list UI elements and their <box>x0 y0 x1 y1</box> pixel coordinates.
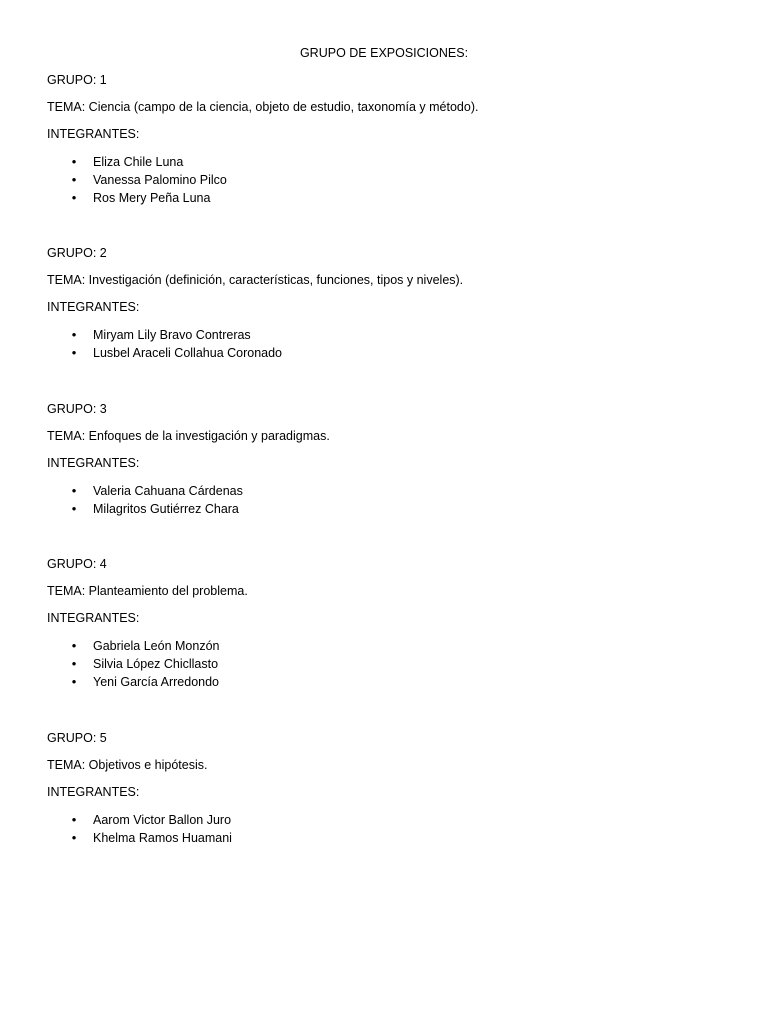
member-name: Khelma Ramos Huamani <box>93 831 232 845</box>
group-section-2 <box>47 244 737 362</box>
members-heading: INTEGRANTES: <box>47 785 140 799</box>
members-list <box>47 153 737 207</box>
member-name: Miryam Lily Bravo Contreras <box>93 328 251 342</box>
member-name: Aarom Victor Ballon Juro <box>93 813 232 827</box>
member-name: Silvia López Chicllasto <box>93 657 219 671</box>
member-name: Eliza Chile Luna <box>93 155 184 169</box>
list-item <box>47 811 737 829</box>
members-list <box>47 482 737 518</box>
list-item <box>47 482 737 500</box>
members-list <box>47 637 737 691</box>
group-section-4 <box>47 555 737 691</box>
list-item <box>47 344 737 362</box>
list-item <box>47 189 737 207</box>
member-name: Ros Mery Peña Luna <box>93 191 211 205</box>
bullet-icon: • <box>71 656 77 671</box>
bullet-icon: • <box>71 638 77 653</box>
member-name: Yeni García Arredondo <box>93 675 220 689</box>
document-title: GRUPO DE EXPOSICIONES: <box>299 46 469 60</box>
bullet-icon: • <box>71 345 77 360</box>
members-heading: INTEGRANTES: <box>47 127 140 141</box>
group-label: GRUPO: 4 <box>47 557 107 571</box>
group-topic: TEMA: Objetivos e hipótesis. <box>47 758 208 772</box>
member-name: Lusbel Araceli Collahua Coronado <box>93 346 283 360</box>
members-heading: INTEGRANTES: <box>47 300 140 314</box>
bullet-icon: • <box>71 830 77 845</box>
list-item <box>47 171 737 189</box>
list-item <box>47 637 737 655</box>
member-name: Gabriela León Monzón <box>93 639 220 653</box>
member-name: Vanessa Palomino Pilco <box>93 173 227 187</box>
bullet-icon: • <box>71 483 77 498</box>
bullet-icon: • <box>71 154 77 169</box>
member-name: Valeria Cahuana Cárdenas <box>93 484 243 498</box>
bullet-icon: • <box>71 190 77 205</box>
members-heading: INTEGRANTES: <box>47 456 140 470</box>
group-label: GRUPO: 3 <box>47 402 107 416</box>
list-item <box>47 500 737 518</box>
member-name: Milagritos Gutiérrez Chara <box>93 502 239 516</box>
group-label: GRUPO: 1 <box>47 73 107 87</box>
bullet-icon: • <box>71 172 77 187</box>
members-list <box>47 811 737 847</box>
group-section-1 <box>47 71 737 207</box>
list-item <box>47 655 737 673</box>
group-label: GRUPO: 2 <box>47 246 107 260</box>
group-topic: TEMA: Ciencia (campo de la ciencia, objeto de estudio, taxonomía y método). <box>47 100 479 114</box>
group-section-3 <box>47 400 737 518</box>
list-item <box>47 673 737 691</box>
list-item <box>47 326 737 344</box>
group-topic: TEMA: Investigación (definición, características, funciones, tipos y niveles). <box>47 273 464 287</box>
list-item <box>47 153 737 171</box>
bullet-icon: • <box>71 674 77 689</box>
group-section-5 <box>47 729 737 847</box>
members-list <box>47 326 737 362</box>
bullet-icon: • <box>71 327 77 342</box>
group-topic: TEMA: Planteamiento del problema. <box>47 584 248 598</box>
bullet-icon: • <box>71 812 77 827</box>
group-topic: TEMA: Enfoques de la investigación y paradigmas. <box>47 429 330 443</box>
bullet-icon: • <box>71 501 77 516</box>
list-item <box>47 829 737 847</box>
group-label: GRUPO: 5 <box>47 731 107 745</box>
members-heading: INTEGRANTES: <box>47 611 140 625</box>
